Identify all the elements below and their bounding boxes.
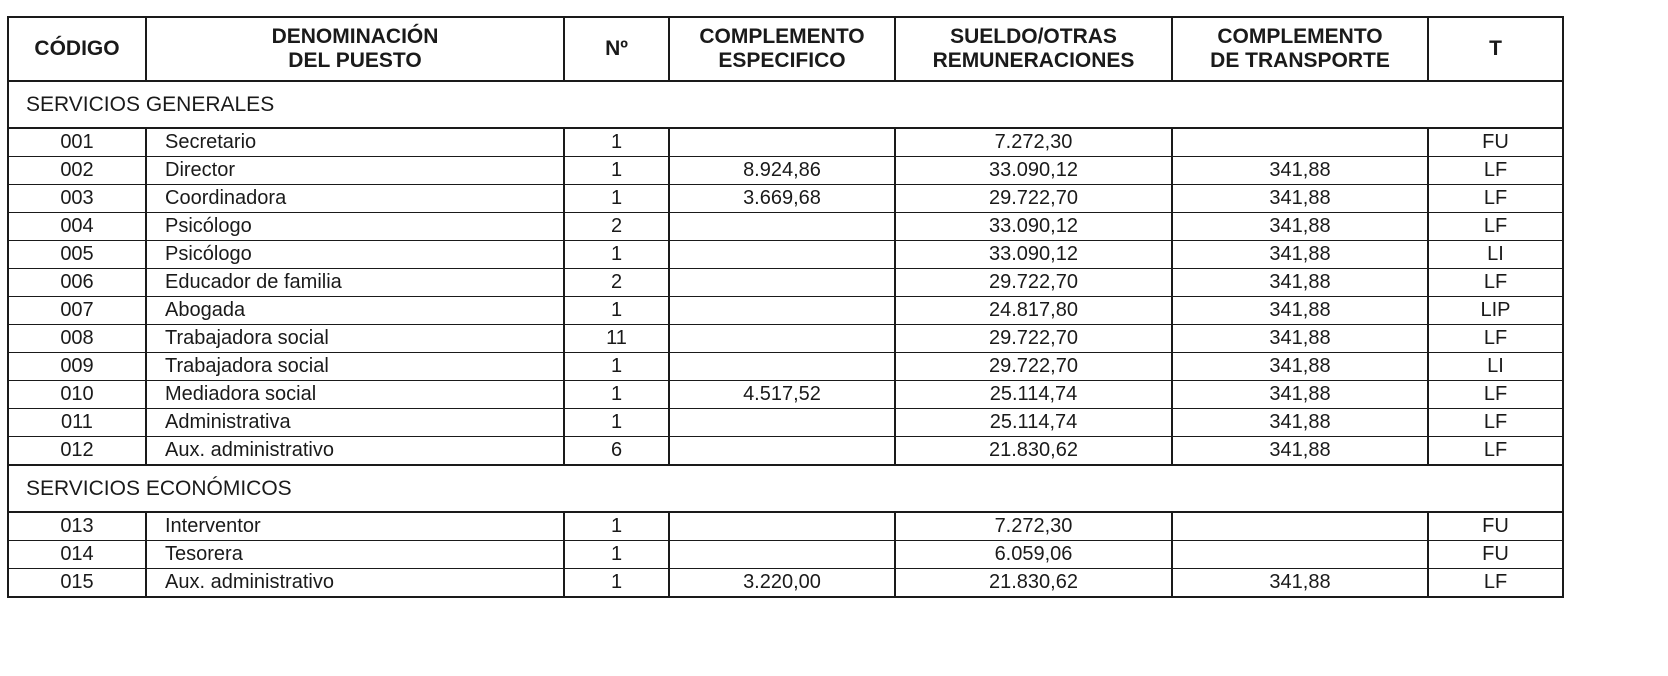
cell-puesto: Director [146,157,564,185]
header-transporte: COMPLEMENTO DE TRANSPORTE [1172,17,1428,81]
cell-complemento-especifico [669,325,895,353]
cell-codigo: 007 [8,297,146,325]
cell-sueldo: 7.272,30 [895,128,1172,157]
cell-codigo: 004 [8,213,146,241]
section-row [8,81,1563,128]
header-numero: Nº [564,17,669,81]
cell-puesto: Educador de familia [146,269,564,297]
cell-tipo: LF [1428,213,1563,241]
cell-sueldo: 29.722,70 [895,269,1172,297]
cell-complemento-especifico [669,541,895,569]
cell-complemento-especifico [669,241,895,269]
cell-transporte: 341,88 [1172,409,1428,437]
cell-complemento-especifico [669,512,895,541]
cell-sueldo: 7.272,30 [895,512,1172,541]
cell-numero: 1 [564,381,669,409]
cell-tipo: LF [1428,437,1563,466]
cell-codigo: 006 [8,269,146,297]
cell-complemento-especifico [669,128,895,157]
cell-transporte: 341,88 [1172,325,1428,353]
cell-transporte [1172,128,1428,157]
cell-numero: 1 [564,185,669,213]
cell-tipo: LF [1428,269,1563,297]
positions-table [7,16,1564,598]
cell-sueldo: 33.090,12 [895,241,1172,269]
cell-sueldo: 6.059,06 [895,541,1172,569]
table-row [8,353,1563,381]
cell-numero: 1 [564,512,669,541]
cell-transporte: 341,88 [1172,269,1428,297]
section-row [8,465,1563,512]
header-denominacion: DENOMINACIÓN DEL PUESTO [146,17,564,81]
cell-codigo: 002 [8,157,146,185]
cell-puesto: Administrativa [146,409,564,437]
cell-complemento-especifico [669,269,895,297]
table-row [8,512,1563,541]
cell-transporte: 341,88 [1172,569,1428,598]
cell-transporte: 341,88 [1172,213,1428,241]
table-row [8,128,1563,157]
cell-puesto: Coordinadora [146,185,564,213]
cell-puesto: Psicólogo [146,213,564,241]
cell-numero: 1 [564,241,669,269]
cell-codigo: 012 [8,437,146,466]
cell-puesto: Mediadora social [146,381,564,409]
cell-codigo: 011 [8,409,146,437]
cell-numero: 2 [564,269,669,297]
table-row [8,541,1563,569]
table-row [8,325,1563,353]
cell-sueldo: 29.722,70 [895,353,1172,381]
cell-transporte: 341,88 [1172,241,1428,269]
cell-codigo: 005 [8,241,146,269]
table-row [8,569,1563,598]
cell-codigo: 013 [8,512,146,541]
cell-tipo: FU [1428,541,1563,569]
table-row [8,241,1563,269]
cell-transporte [1172,512,1428,541]
cell-puesto: Trabajadora social [146,325,564,353]
cell-sueldo: 25.114,74 [895,381,1172,409]
cell-tipo: LF [1428,185,1563,213]
cell-tipo: LI [1428,241,1563,269]
header-tipo: T [1428,17,1563,81]
section-title: SERVICIOS ECONÓMICOS [8,465,1563,512]
cell-transporte [1172,541,1428,569]
cell-complemento-especifico [669,213,895,241]
cell-codigo: 008 [8,325,146,353]
cell-puesto: Aux. administrativo [146,437,564,466]
cell-transporte: 341,88 [1172,381,1428,409]
cell-puesto: Interventor [146,512,564,541]
cell-numero: 1 [564,128,669,157]
table-row [8,269,1563,297]
table-row [8,157,1563,185]
cell-puesto: Abogada [146,297,564,325]
cell-numero: 1 [564,541,669,569]
cell-tipo: FU [1428,512,1563,541]
cell-codigo: 010 [8,381,146,409]
cell-numero: 1 [564,409,669,437]
cell-sueldo: 21.830,62 [895,437,1172,466]
cell-codigo: 001 [8,128,146,157]
cell-tipo: LI [1428,353,1563,381]
cell-sueldo: 29.722,70 [895,185,1172,213]
table-row [8,381,1563,409]
header-row [8,17,1563,81]
cell-complemento-especifico: 4.517,52 [669,381,895,409]
cell-transporte: 341,88 [1172,185,1428,213]
cell-numero: 1 [564,569,669,598]
cell-tipo: LF [1428,325,1563,353]
cell-puesto: Trabajadora social [146,353,564,381]
header-codigo: CÓDIGO [8,17,146,81]
cell-tipo: LF [1428,381,1563,409]
cell-codigo: 014 [8,541,146,569]
cell-tipo: FU [1428,128,1563,157]
cell-complemento-especifico [669,353,895,381]
cell-codigo: 009 [8,353,146,381]
cell-numero: 11 [564,325,669,353]
cell-sueldo: 29.722,70 [895,325,1172,353]
cell-transporte: 341,88 [1172,157,1428,185]
cell-puesto: Psicólogo [146,241,564,269]
section-title: SERVICIOS GENERALES [8,81,1563,128]
cell-sueldo: 25.114,74 [895,409,1172,437]
cell-numero: 6 [564,437,669,466]
cell-codigo: 015 [8,569,146,598]
table-row [8,185,1563,213]
cell-transporte: 341,88 [1172,353,1428,381]
cell-sueldo: 33.090,12 [895,213,1172,241]
table-row [8,437,1563,466]
header-complemento-especifico: COMPLEMENTO ESPECIFICO [669,17,895,81]
cell-tipo: LF [1428,409,1563,437]
cell-transporte: 341,88 [1172,297,1428,325]
cell-complemento-especifico: 8.924,86 [669,157,895,185]
cell-numero: 2 [564,213,669,241]
table-header [8,17,1563,81]
cell-numero: 1 [564,157,669,185]
cell-tipo: LF [1428,569,1563,598]
cell-numero: 1 [564,353,669,381]
cell-complemento-especifico: 3.669,68 [669,185,895,213]
table-row [8,213,1563,241]
cell-numero: 1 [564,297,669,325]
cell-sueldo: 24.817,80 [895,297,1172,325]
cell-puesto: Secretario [146,128,564,157]
cell-complemento-especifico [669,437,895,466]
cell-transporte: 341,88 [1172,437,1428,466]
table-body [8,81,1563,597]
cell-puesto: Aux. administrativo [146,569,564,598]
cell-sueldo: 21.830,62 [895,569,1172,598]
cell-puesto: Tesorera [146,541,564,569]
cell-complemento-especifico: 3.220,00 [669,569,895,598]
table-row [8,409,1563,437]
header-sueldo: SUELDO/OTRAS REMUNERACIONES [895,17,1172,81]
cell-sueldo: 33.090,12 [895,157,1172,185]
cell-codigo: 003 [8,185,146,213]
cell-complemento-especifico [669,409,895,437]
cell-tipo: LIP [1428,297,1563,325]
table-row [8,297,1563,325]
cell-complemento-especifico [669,297,895,325]
cell-tipo: LF [1428,157,1563,185]
